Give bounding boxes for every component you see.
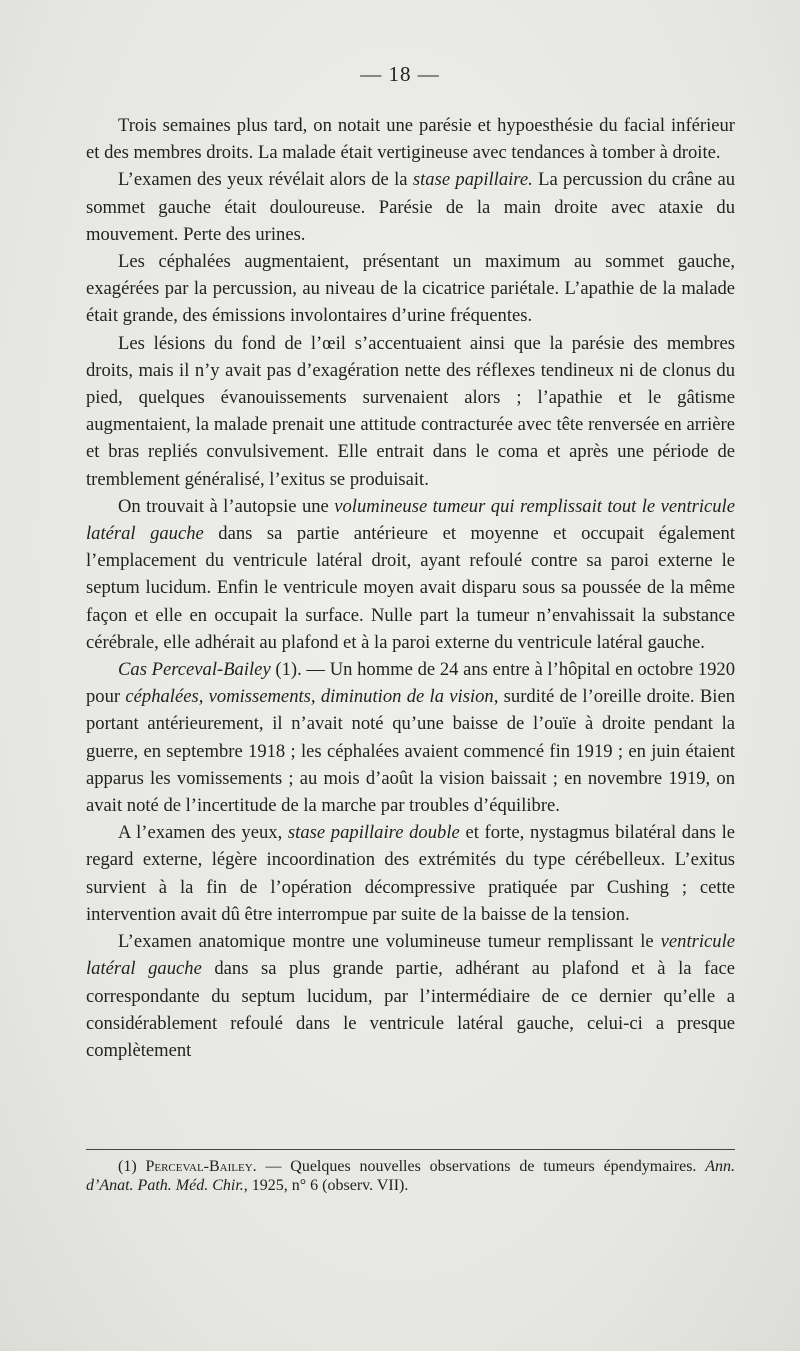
text-run: L’examen anatomique montre une volumineuse tumeur remplissant le: [118, 931, 661, 953]
italic-text: stase papillaire double: [287, 822, 460, 844]
text-run: Les céphalées augmentaient, présentant un maximum au sommet gauche, exagérées par la percussion, au niveau de la cicatrice pariétale. L’apathie de la malade était grande, des émissions involontaires d’urine fréquentes.: [86, 251, 735, 327]
paragraph: [86, 656, 735, 819]
footnote: [86, 1157, 735, 1195]
italic-text: Ann. d’Anat. Path. Méd. Chir.,: [86, 1158, 736, 1194]
text-run: L’examen des yeux révélait alors de la: [118, 169, 413, 191]
body-text: [86, 112, 735, 1064]
text-run: La percussion du crâne au sommet gauche était douloureuse. Parésie de la main droite avec ataxie du mouvement. Perte des urines.: [86, 169, 735, 245]
paragraph: [86, 928, 735, 1064]
italic-text: céphalées, vomissements, diminution de la vision,: [125, 686, 499, 708]
footnote-divider: [86, 1149, 735, 1150]
page-number: — 18 —: [360, 62, 440, 86]
text-run: 1925, n° 6 (observ. VII).: [247, 1177, 409, 1194]
paragraph: [86, 166, 735, 248]
text-run: dans sa partie antérieure et moyenne et occupait également l’emplacement du ventricule latéral droit, ayant refoulé contre sa paroi externe le septum lucidum. Enfin le ventricule moyen avait disparu sous sa poussée de la même façon et elle en occupait la surface. Nulle part la tumeur n’envahissait la substance cérébrale, elle adhérait au plafond et à la paroi externe du ventricule latéral gauche.: [86, 523, 736, 653]
text-run: et forte, nystagmus bilatéral dans le regard externe, légère incoordination des extrémités du type cérébelleux. L’exitus survient à la fin de l’opération décompressive pratiquée par Cushing ; cette intervention avait dû être interrompue par suite de la baisse de la tension.: [86, 822, 736, 925]
author-name: Perceval-Bailey.: [145, 1158, 257, 1175]
text-run: — Quelques nouvelles observations de tumeurs épendymaires.: [256, 1158, 706, 1175]
paragraph: [86, 493, 735, 656]
italic-text: ventricule latéral gauche: [86, 931, 735, 980]
paragraph: [86, 248, 735, 330]
paragraph: [86, 819, 735, 928]
paragraph: [86, 112, 735, 166]
italic-text: Cas Perceval-Bailey: [118, 659, 271, 681]
text-run: A l’examen des yeux,: [118, 822, 288, 844]
italic-text: volumineuse tumeur qui remplissait tout le ventricule latéral gauche: [86, 495, 735, 545]
text-run: (1): [118, 1158, 146, 1175]
paragraph: [86, 330, 735, 493]
text-run: Trois semaines plus tard, on notait une parésie et hypoesthésie du facial inférieur et des membres droits. La malade était vertigineuse avec tendances à tomber à droite.: [86, 115, 735, 164]
italic-text: stase papillaire.: [412, 169, 533, 191]
text-run: (1). — Un homme de 24 ans entre à l’hôpital en octobre 1920 pour: [86, 659, 735, 708]
text-run: Les lésions du fond de l’œil s’accentuaient ainsi que la parésie des membres droits, mais il n’y avait pas d’exagération nette des réflexes tendineux ni de clonus du pied, quelques évanouissements survenaient alors ; l’apathie et le gâtisme augmentaient, la malade prenait une attitude contracturée avec tête renversée en arrière et bras repliés convulsivement. Elle entrait dans le coma et après une période de tremblement généralisé, l’exitus se produisait.: [86, 332, 735, 490]
footnote-paragraph: [86, 1157, 735, 1195]
text-run: On trouvait à l’autopsie une: [118, 495, 335, 517]
text-run: surdité de l’oreille droite. Bien portant antérieurement, il n’avait noté qu’une baisse de l’ouïe à droite pendant la guerre, en septembre 1918 ; les céphalées avaient commencé fin 1919 ; en juin étaient apparus les vomissements ; au mois d’août la vision baissait ; en novembre 1919, on avait noté de l’incertitude de la marche par troubles d’équilibre.: [86, 686, 735, 817]
text-run: dans sa plus grande partie, adhérant au plafond et à la face correspondante du septum lucidum, par l’intermédiaire de ce dernier qu’elle a considérablement refoulé dans le ventricule latéral gauche, celui-ci a presque complètement: [86, 958, 735, 1061]
